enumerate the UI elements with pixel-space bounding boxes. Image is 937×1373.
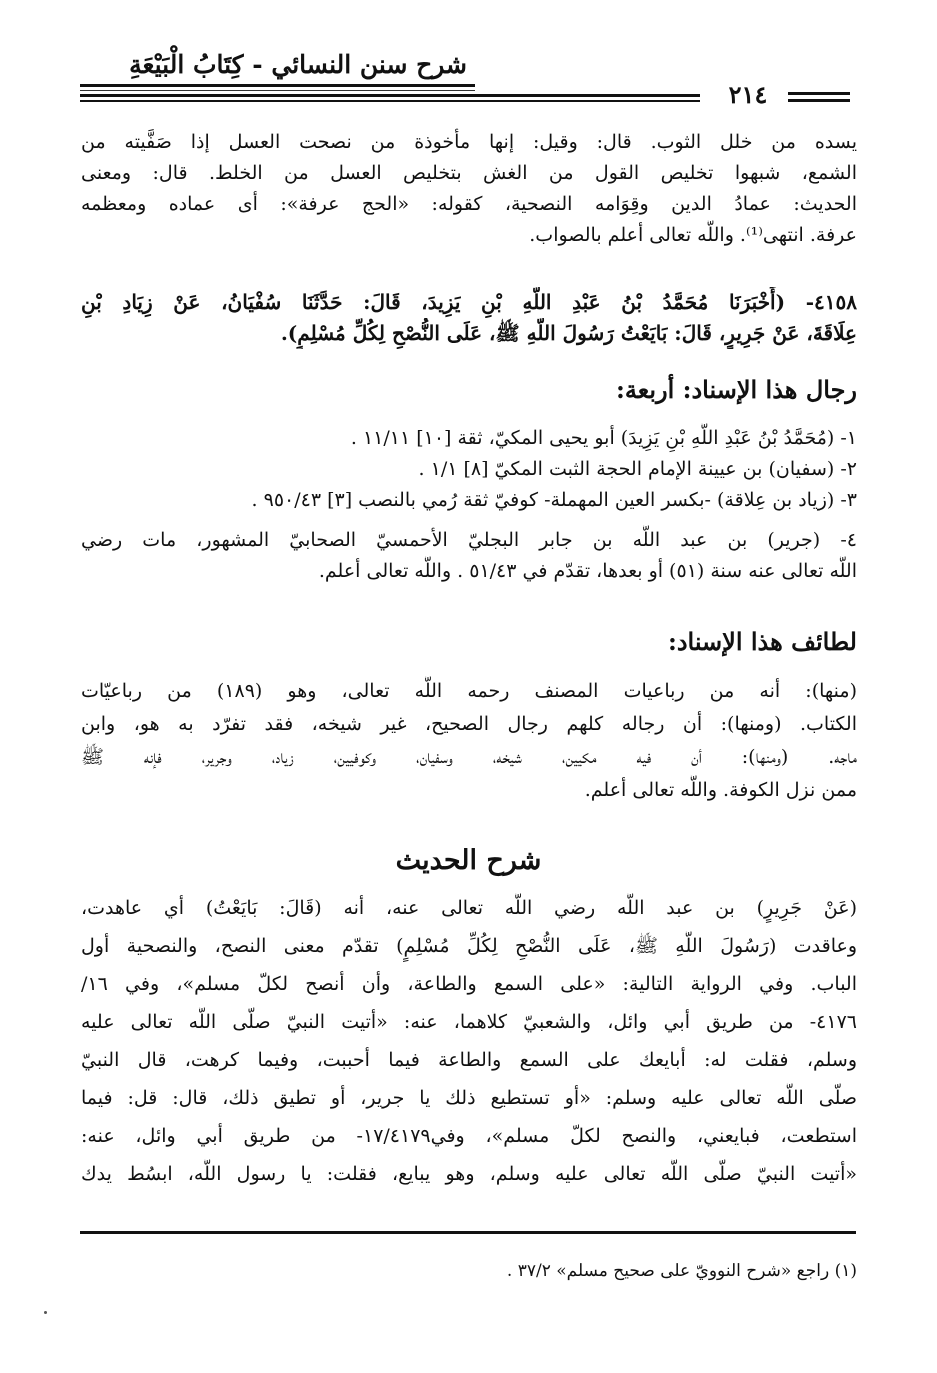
text-line: عِلَاقَةَ، عَنْ جَرِيرٍ، قَالَ: بَايَعْتُ رَسُولَ اللَّهِ ﷺ، عَلَى النُّصْحِ لِكُلِّ مُسْلِمٍ). (280, 321, 857, 345)
text-line: الباب. وفي الرواية التالية: «على السمع والطاعة، وأن أنصح لكلّ مسلم»، وفي ١٦/ (81, 973, 857, 995)
header-rule-lower (80, 100, 700, 102)
subtleties-paragraph (81, 676, 857, 806)
text-line: «أتيت النبيّ صلّى اللَّه تعالى عليه وسلم، وهو يبايع، فقلت: يا رسول اللَّه، ابسُط يدك (81, 1163, 857, 1185)
text-line: الشمع، شبهوا تخليص القول من الغش بتخليص العسل من الخلط. قال: ومعنى (81, 162, 857, 184)
list-item: ١- (مُحَمَّدُ بْنُ عَبْدِ اللَّهِ بْنِ يَزِيدَ) أبو يحيى المكيّ، ثقة [١٠] ١١/١١ . (350, 427, 857, 449)
text-line: ٤١٧٦- من طريق أبي وائل، والشعبيّ كلاهما، عنه: «أتيت النبيّ صلّى اللَّه تعالى عليه (81, 1011, 857, 1033)
text-line: وسلم، فقلت له: أبايعك على السمع والطاعة فيما أحببت، وفيما كرهت، قال النبيّ (81, 1049, 857, 1071)
text-line: استطعت، فبايعني، والنصح لكلّ مسلم»، وفي١٧/٤١٧٩- من طريق أبي وائل، عنه: (81, 1125, 857, 1147)
header-rule (80, 84, 475, 87)
page-number: ٢١٤ (728, 80, 768, 109)
list-item: اللَّه تعالى عنه سنة (٥١) أو بعدها، تقدّم في ٥١/٤٣ . واللَّه تعالى أعلم. (318, 560, 857, 582)
header-rule-thin (80, 90, 475, 91)
list-item: ٢- (سفيان) بن عيينة الإمام الحجة الثبت المكيّ [٨] ١/١ . (418, 458, 857, 480)
narrators-list (81, 423, 857, 587)
running-header-title: شرح سنن النسائي - كِتَابُ الْبَيْعَةِ (129, 50, 467, 79)
section-heading-subtleties: لطائف هذا الإسناد: (667, 627, 857, 656)
text-line: (منها): أنه من رباعيات المصنف رحمه اللَّه تعالى، وهو (١٨٩) من رباعيّات (81, 680, 857, 702)
footnote-divider (80, 1231, 856, 1234)
text-line: ممن نزل الكوفة. واللَّه تعالى أعلم. (584, 779, 857, 801)
footnote: (١) راجع «شرح النوويّ على صحيح مسلم» ٣٧/٢ . (506, 1261, 857, 1281)
paragraph-intro (81, 127, 857, 251)
text-line: الحديث: عمادُ الدين وقِوَامه النصحية، كقوله: «الحج عرفة»: أى عماده ومعظمه (81, 193, 857, 215)
text-line: (عَنْ جَرِيرٍ) بن عبد اللَّه رضي اللَّه تعالى عنه، أنه (قَالَ: بَايَعْتُ) أي عاهدت، (81, 897, 857, 919)
text-line: عرفة. انتهى⁽¹⁾. واللَّه تعالى أعلم بالصواب. (529, 224, 857, 246)
header-rule-upper (80, 94, 700, 97)
section-heading-explanation: شرح الحديث (395, 845, 542, 876)
explanation-paragraph (81, 893, 857, 1190)
hadith-text (81, 287, 857, 349)
list-item: ٣- (زياد بن عِلاقة) -بكسر العين المهملة- كوفيّ ثقة رُمي بالنصب [٣] ٩٥٠/٤٣ . (251, 489, 857, 511)
text-line: ماجه. (ومنها): أن فيه مكيين، شيخه، وسفيان، وكوفيين، زياد، وجرير، فإنه ﷺ (81, 746, 857, 768)
scan-speck (44, 1311, 47, 1314)
page-number-rule (788, 92, 850, 106)
text-line: صلّى اللَّه تعالى عليه وسلم: «أو تستطيع ذلك يا جرير، أو تطيق ذلك، قال: قل: فيما (81, 1087, 857, 1109)
text-line: يسده من خلل الثوب. قال: وقيل: إنها مأخوذة من نصحت العسل إذا صَفَّيته من (81, 131, 857, 153)
text-line: الكتاب. (ومنها): أن رجاله كلهم رجال الصحيح، غير شيخه، فقد تفرّد به هو، وابن (81, 713, 857, 735)
text-line: ٤١٥٨- (أَخْبَرَنَا مُحَمَّدُ بْنُ عَبْدِ اللَّهِ بْنِ يَزِيدَ، قَالَ: حَدَّثَنَا سُفْيَانُ، عَنْ زِيَادِ بْنِ (81, 290, 857, 314)
text-line: وعاقدت (رَسُولَ اللَّهِ ﷺ، عَلَى النُّصْحِ لِكُلِّ مُسْلِمٍ) تقدّم معنى النصح، والنصحية أول (81, 935, 857, 957)
section-heading-narrators: رجال هذا الإسناد: أربعة: (616, 375, 857, 404)
list-item: ٤- (جرير) بن عبد اللَّه بن جابر البجليّ الأحمسيّ الصحابيّ المشهور، مات رضي (81, 529, 857, 551)
